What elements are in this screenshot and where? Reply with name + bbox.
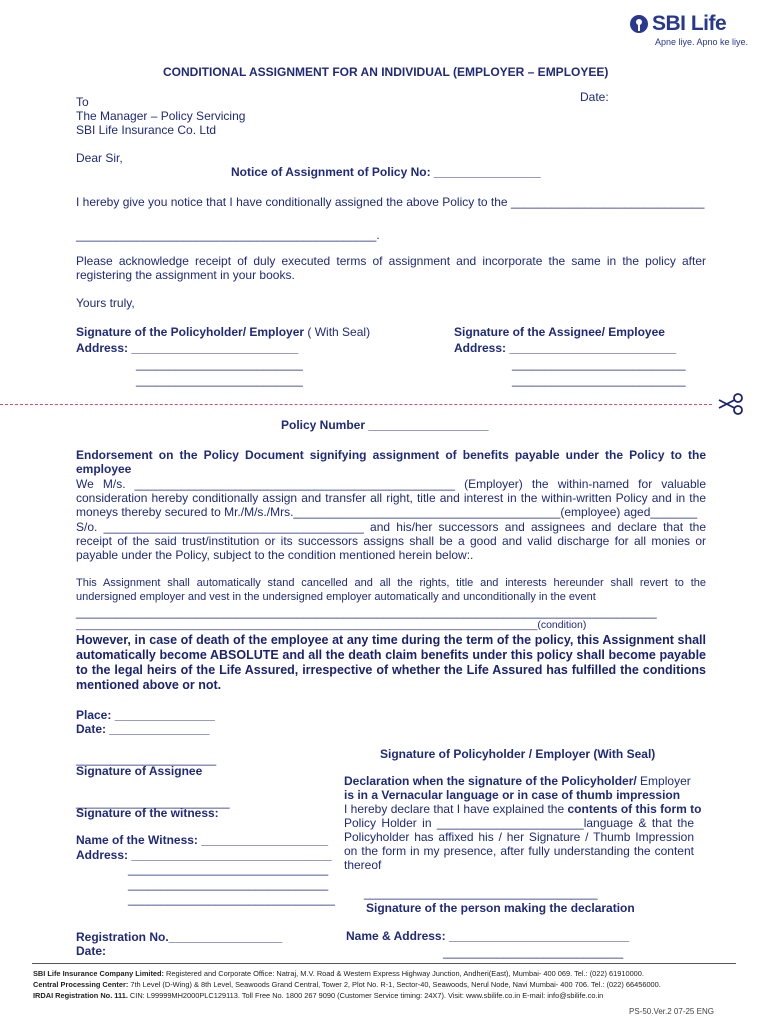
sbi-life-logo (628, 12, 756, 54)
witness-address-3: ______________________________ (128, 877, 329, 891)
sig-policyholder-employer: Signature of the Policyholder/ Employer ( With Seal) (76, 325, 371, 339)
declaration-heading: Declaration when the signature of the Policyholder/ Employer (344, 774, 691, 788)
footer-line2: Central Processing Center: 7th Level (D-Wing) & 8th Level, Seawoods Grand Central, Tower 2, Plot No. R-1, Sector-40, Seawoods, Nerul Node, Navi Mumbai- 400 706. Tel.: (022) 66456000. (33, 980, 661, 989)
declaration-heading-2: is in a Vernacular language or in case of thumb impression (344, 788, 681, 802)
footer-rule (32, 963, 736, 964)
sig-witness: Signature of the witness: (76, 806, 219, 820)
place-field: Place: _______________ (76, 708, 215, 722)
declaration-sign-label: Signature of the person making the declaration (366, 901, 635, 915)
form-title: CONDITIONAL ASSIGNMENT FOR AN INDIVIDUAL (EMPLOYER – EMPLOYEE) (163, 65, 609, 79)
address-left-line2: _________________________ (136, 357, 303, 371)
cut-line (0, 404, 712, 405)
sig-policyholder-employer-seal: Signature of Policyholder / Employer (With Seal) (380, 747, 656, 761)
addressee-line1: The Manager – Policy Servicing (76, 109, 246, 123)
address-right: Address: _________________________ (454, 341, 677, 355)
scissors-icon (716, 393, 746, 415)
logo-tagline: Apne liye. Apno ke liye. (655, 37, 749, 47)
date-label: Date: (580, 90, 609, 104)
declaration-sign-line: ___________________________________ (364, 886, 598, 900)
policy-number-line: Policy Number __________________ (281, 418, 489, 432)
declaration-text-1: I hereby declare that I have explained the contents of this form to (344, 802, 702, 816)
assignee-sign-line: _____________________ (76, 752, 217, 766)
sig-assignee-employee: Signature of the Assignee/ Employee (454, 325, 665, 339)
date-field: Date: _______________ (76, 722, 210, 736)
document-id: PS-50.Ver.2 07-25 ENG (629, 1007, 714, 1016)
declaration-text-2: Policy Holder in ______________________language & that the Policyholder has affixed his / her Signature / Thumb Impression on the form in my presence, after fully understanding the content thereof (344, 816, 694, 872)
registration-no: Registration No._________________ (76, 930, 283, 944)
employer-assign-text: We M/s. ________________________________________________ (Employer) the within-named for valuable consideration hereby conditionally assign and transfer all right, title and interest in the within-written Policy and in the moneys thereby secured to Mr./M/s./Mrs.________________________________________(employee) aged_______ (76, 477, 706, 519)
condition-line: _______________________________________________________________________________(condition) (76, 619, 587, 631)
son-of-text: S/o. _______________________________________ and his/her successors and assignees and declare that the receipt of the said trust/institution or its successors assigns shall be a good and valid discharge for all monies or payable under the Policy, subject to the condition mentioned herein below:. (76, 520, 706, 562)
witness-address: Address: ______________________________ (76, 848, 332, 862)
sbi-logo-icon (630, 15, 648, 33)
sig-assignee: Signature of Assignee (76, 764, 203, 778)
auto-cancel-text: This Assignment shall automatically stand cancelled and all the rights, title and interests hereunder shall revert to the undersigned employer and vest in the undersigned employer automatically and unconditionally in the event (76, 577, 706, 603)
notice-line-2: _____________________________________________. (76, 228, 380, 242)
address-right-line2: __________________________ (512, 357, 686, 371)
witness-sign-line: _______________________ (76, 795, 230, 809)
witness-name: Name of the Witness: ___________________ (76, 833, 329, 847)
acknowledge-text: Please acknowledge receipt of duly executed terms of assignment and incorporate the same in the policy after registering the assignment in your books. (76, 254, 706, 282)
address-right-line3: __________________________ (512, 373, 686, 387)
endorsement-heading: Endorsement on the Policy Document signifying assignment of benefits payable under the Policy to the employee (76, 448, 706, 476)
condition-blank-line: _______________________________________________________________________________________ (76, 605, 657, 619)
death-clause: However, in case of death of the employee at any time during the term of the policy, this Assignment shall automatically become ABSOLUTE and all the death claim benefits under this policy shall become payable to the legal heirs of the Life Assured, irrespective of whether the Life Assured has fulfilled the conditions mentioned above or not. (76, 633, 706, 692)
footer-line1: SBI Life Insurance Company Limited: Registered and Corporate Office: Natraj, M.V. Road & Western Express Highway Junction, Andheri(East), Mumbai- 400 069. Tel.: (022) 61910000. (33, 969, 644, 978)
notice-heading: Notice of Assignment of Policy No: ________________ (231, 165, 541, 179)
footer-line3: IRDAI Registration No. 111. CIN: L99999MH2000PLC129113. Toll Free No. 1800 267 9090 (Customer Service timing: 24X7). Visit: www.sbilife.co.in E-mail: info@sbilife.co.in (33, 991, 604, 1000)
salutation: Dear Sir, (76, 151, 123, 165)
closing: Yours truly, (76, 296, 135, 310)
address-left: Address: _________________________ (76, 341, 299, 355)
addressee-to: To (76, 95, 89, 109)
notice-line: I hereby give you notice that I have conditionally assigned the above Policy to the _____________________________ (76, 195, 705, 209)
witness-address-4: _______________________________ (128, 892, 335, 906)
name-address: Name & Address: ___________________________ (346, 929, 630, 943)
addressee-line2: SBI Life Insurance Co. Ltd (76, 123, 217, 137)
witness-address-2: ______________________________ (128, 862, 329, 876)
name-address-2: ___________________________ (443, 945, 624, 959)
logo-brand: SBI Life (652, 12, 727, 35)
registration-date: Date: (76, 944, 107, 958)
address-left-line3: _________________________ (136, 373, 303, 387)
